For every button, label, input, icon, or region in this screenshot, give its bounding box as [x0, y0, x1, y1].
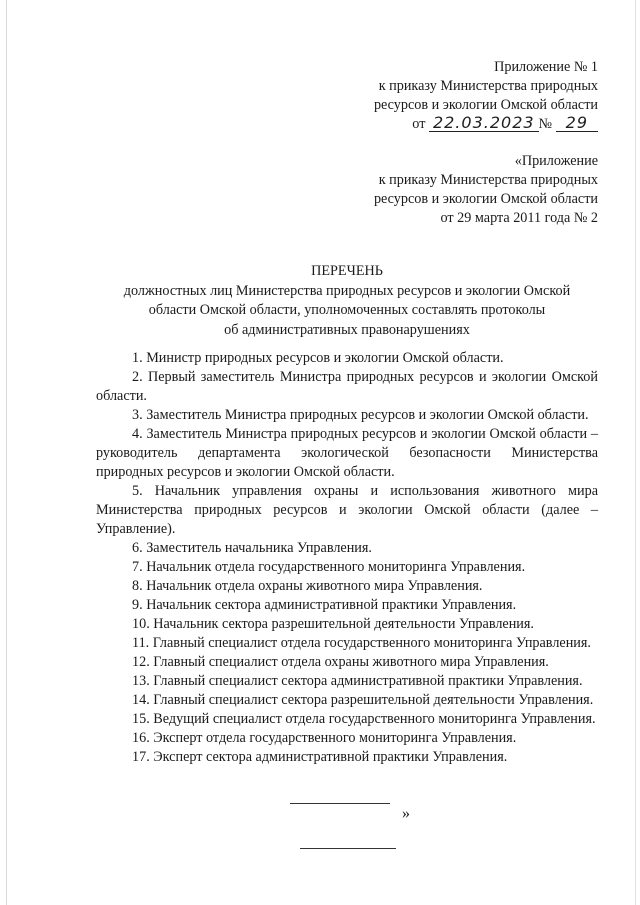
- annex-1-date-line: [374, 115, 598, 134]
- title-line-1: должностных лиц Министерства природных ресурсов и экологии Омской: [123, 282, 571, 299]
- document-title: [96, 262, 598, 340]
- list-item: 11. Главный специалист отдела государственного мониторинга Управления.: [132, 635, 591, 651]
- scan-edge-left: [6, 0, 7, 905]
- list-item: 1. Министр природных ресурсов и экологии Омской области.: [132, 350, 504, 366]
- handwritten-date: 22.03.2023: [429, 115, 539, 132]
- annex-1-header: [374, 58, 598, 134]
- closing-quote: »: [402, 805, 410, 822]
- list-item: 9. Начальник сектора административной практики Управления.: [132, 597, 517, 613]
- list-item: 10. Начальник сектора разрешительной деятельности Управления.: [132, 616, 534, 632]
- annex-1-ministry-line: ресурсов и экологии Омской области: [373, 97, 598, 113]
- list-item: 12. Главный специалист отдела охраны животного мира Управления.: [132, 654, 549, 670]
- list-item: 16. Эксперт отдела государственного мониторинга Управления.: [132, 730, 517, 746]
- annex-1-order-line: к приказу Министерства природных: [378, 78, 598, 94]
- annex-2-date-line: от 29 марта 2011 года № 2: [440, 210, 598, 226]
- annex-2-title: «Приложение: [514, 153, 598, 169]
- list-item: 7. Начальник отдела государственного мониторинга Управления.: [132, 559, 526, 575]
- officials-list: [96, 349, 598, 767]
- list-item: 3. Заместитель Министра природных ресурсов и экологии Омской области.: [132, 407, 589, 423]
- annex-2-ministry-line: ресурсов и экологии Омской области: [373, 191, 598, 207]
- title-line-2: области Омской области, уполномоченных составлять протоколы: [148, 302, 546, 318]
- handwritten-number: 29: [556, 115, 598, 132]
- annex-2-order-line: к приказу Министерства природных: [378, 172, 598, 188]
- list-item: 13. Главный специалист сектора административной практики Управления.: [132, 673, 583, 689]
- annex-2-header: [374, 152, 598, 228]
- list-item: 6. Заместитель начальника Управления.: [132, 540, 372, 556]
- list-item: 4. Заместитель Министра природных ресурсов и экологии Омской области – руководитель департамента экологической безопасности Министерства природных ресурсов и экологии Омской области.: [96, 426, 598, 480]
- list-item: 15. Ведущий специалист отдела государственного мониторинга Управления.: [132, 711, 596, 727]
- list-item: 5. Начальник управления охраны и использования животного мира Министерства природных ресурсов и экологии Омской области (далее – Управление).: [96, 483, 598, 537]
- scan-edge-right: [635, 0, 636, 905]
- list-item: 17. Эксперт сектора административной практики Управления.: [132, 749, 508, 765]
- list-item: 2. Первый заместитель Министра природных ресурсов и экологии Омской области.: [96, 369, 598, 404]
- title-line-3: об административных правонарушениях: [224, 321, 470, 338]
- date-prefix: от: [412, 116, 426, 132]
- number-prefix: №: [538, 116, 553, 132]
- list-item: 14. Главный специалист сектора разрешительной деятельности Управления.: [132, 692, 594, 708]
- separator-line: [290, 803, 390, 804]
- title-heading: ПЕРЕЧЕНЬ: [311, 263, 383, 279]
- annex-1-title: Приложение № 1: [494, 59, 598, 75]
- list-item: 8. Начальник отдела охраны животного мира Управления.: [132, 578, 483, 594]
- separator-line-bottom: [300, 848, 396, 849]
